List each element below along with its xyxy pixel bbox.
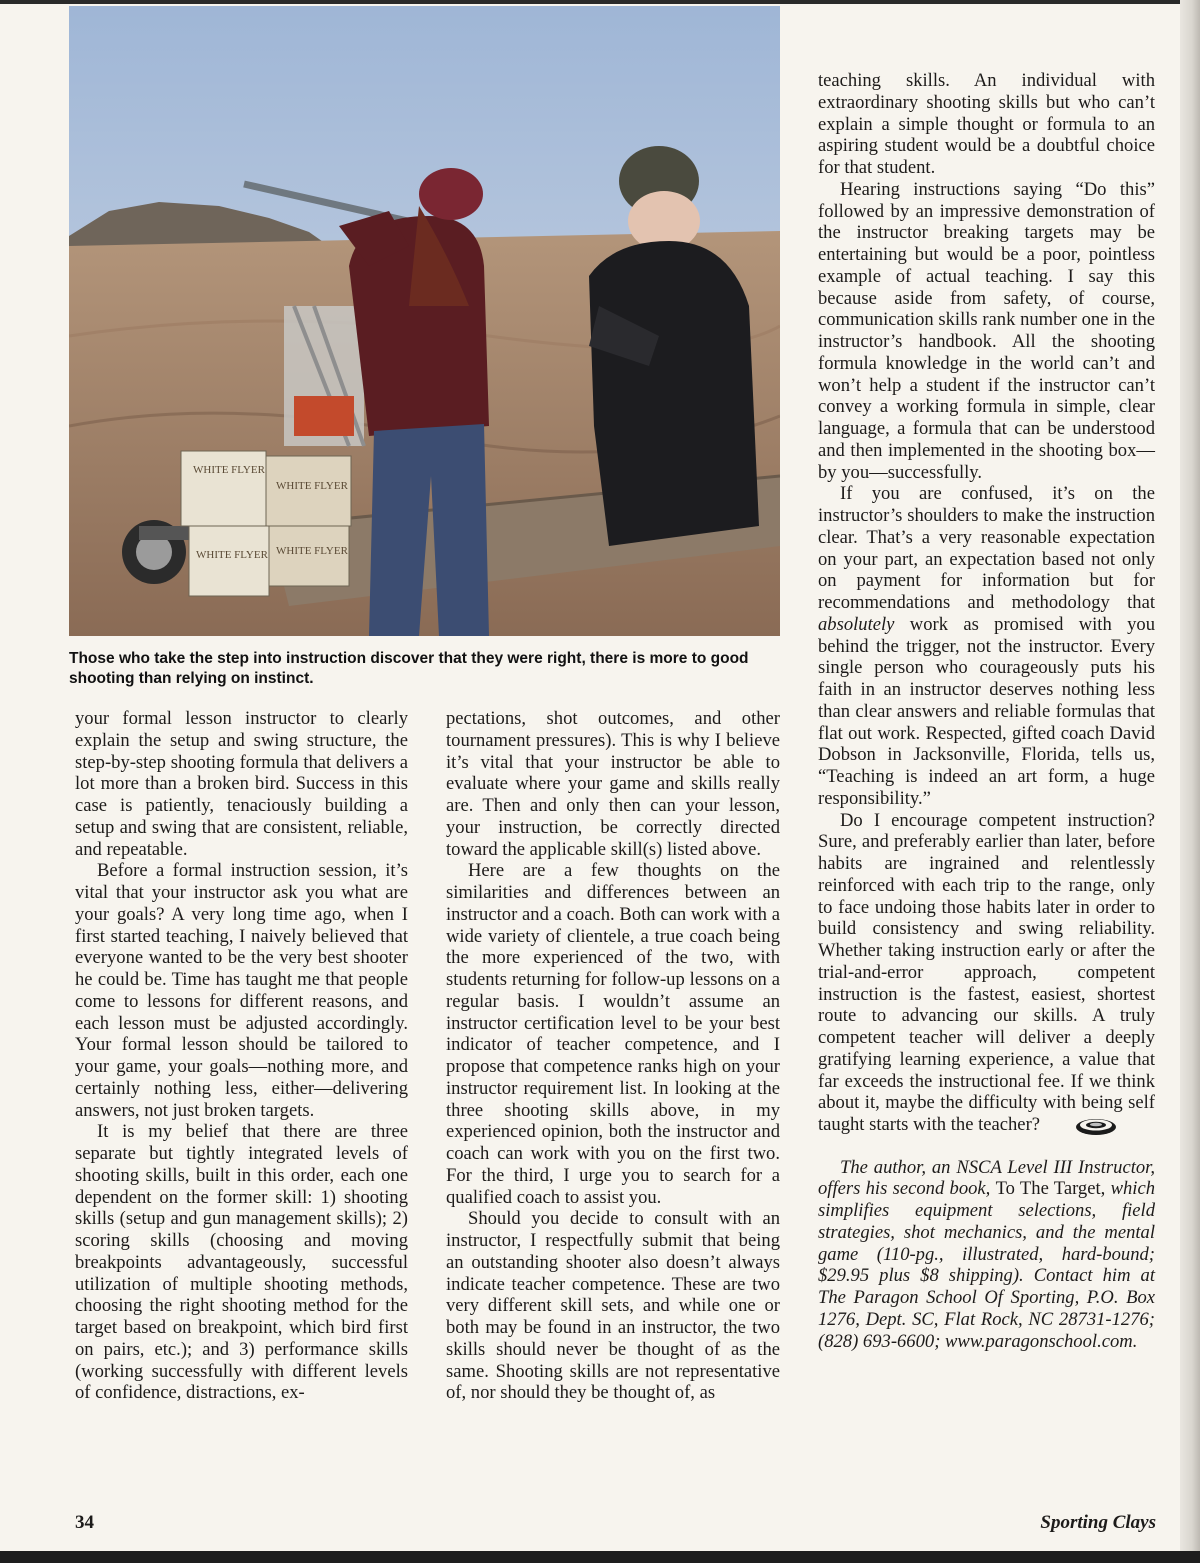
paragraph-text: If you are confused, it’s on the instructor’s shoulders to make the instruction clear. That’s a very reasonable expectation on your part, an expectation based not only on payment for information but for recommendations and methodology that: [818, 483, 1155, 613]
text-column-2: [446, 708, 780, 1404]
clay-target-icon: [1052, 1115, 1096, 1137]
target-boxes: [181, 451, 351, 596]
paragraph: It is my belief that there are three separate but tightly integrated levels of shooting skills, built in this order, each one dependent on the former skill: 1) shooting skills (setup and gun management skills); 2) scoring skills (choosing and moving breakpoints advantageously, successful utilization of multiple shooting methods, choosing the right shooting method for the target based on breakpoint, which bird first on pairs, etc.); and 3) performance skills (working successfully with different levels of confidence, distractions, ex-: [75, 1121, 408, 1404]
box-label: WHITE FLYER: [276, 545, 348, 557]
paragraph: teaching skills. An individual with extraordinary shooting skills but who can’t explain a simple thought or formula to an aspiring student would be a doubtful choice for that student.: [818, 70, 1155, 178]
text-column-3: [818, 70, 1155, 1352]
page-gutter-edge: [1180, 0, 1200, 1563]
book-title: To The Target,: [995, 1178, 1106, 1200]
box-label: WHITE FLYER: [276, 480, 348, 492]
photo-caption: Those who take the step into instruction discover that they were right, there is more to good shooting than relying on instinct.: [69, 650, 749, 687]
bio-text: The author, an NSCA Level III Instructor, offers his second book,: [818, 1156, 1155, 1200]
article-photo: [69, 6, 780, 636]
photo-illustration: [69, 6, 780, 636]
paragraph: [818, 483, 1155, 809]
paragraph: Hearing instructions saying “Do this” followed by an impressive demonstration of the instructor breaking targets may be entertaining but would be a poor, pointless example of actual teaching. I say this because aside from safety, of course, communication skills rank number one in the instructor’s handbook. All the shooting formula knowledge in the world can’t and won’t help a student if the instructor can’t convey a working formula in simple, clear language, a formula that can be understood and then implemented in the shooting box—by you—successfully.: [818, 178, 1155, 483]
paragraph-text: Do I encourage competent instruction? Sure, and preferably earlier than later, before habits are ingrained and relentlessly reinforced with each trip to the range, only to face undoing those habits later in order to build consistency and swing reliability. Whether taking instruction early or after the trial-and-error approach, competent instruction is the fastest, easiest, shortest route to advancing our skills. A truly competent teacher will deliver a deeply gratifying learning experience, a value that far exceeds the instructional fee. If we think about it, maybe the difficulty with being self taught starts with the teacher?: [818, 809, 1155, 1135]
paragraph: your formal lesson instructor to clearly explain the setup and swing structure, the step-by-step shooting formula that delivers a lot more than a broken bird. Success in this case is patiently, tenaciously building a setup and swing that are consistent, reliable, and repeatable.: [75, 708, 408, 860]
emphasis-text: absolutely: [818, 613, 895, 635]
magazine-title: Sporting Clays: [1040, 1512, 1156, 1533]
bio-text: which simplifies equipment selections, field strategies, shot mechanics, and the mental game (110-pg., illustrated, hard-bound; $29.95 plus $8 shipping). Contact him at The Paragon School Of Sporting, P.O. Box 1276, Dept. SC, Flat Rock, NC 28731-1276; (828) 693-6600; www.paragonschool.com.: [818, 1178, 1155, 1352]
page-number: 34: [75, 1512, 94, 1533]
paragraph: pectations, shot outcomes, and other tournament pressures). This is why I believe it’s vital that your instructor be able to evaluate where your game and skills really are. Then and only then can your lesson, your instruction, be correctly directed toward the applicable skill(s) listed above.: [446, 708, 780, 860]
paragraph: [818, 810, 1155, 1137]
box-label: WHITE FLYER: [193, 464, 265, 476]
bottom-rule: [0, 1551, 1200, 1563]
text-column-1: [75, 708, 408, 1404]
paragraph: Should you decide to consult with an instructor, I respectfully submit that being an outstanding shooter also doesn’t always indicate teacher competence. These are two very different skill sets, and while one or both may be found in an instructor, the two skills should never be thought of as the same. Shooting skills are not representative of, nor should they be thought of, as: [446, 1208, 780, 1404]
top-rule: [0, 0, 1200, 4]
paragraph: Before a formal instruction session, it’s vital that your instructor ask you what are your goals? A very long time ago, when I first started teaching, I naively believed that everyone wanted to be the very best shooter he could be. Time has taught me that people come to lessons for different reasons, and each lesson must be adjusted accordingly. Your formal lesson should be tailored to your game, your goals—nothing more, and certainly nothing less, either—delivering answers, not just broken targets.: [75, 860, 408, 1121]
paragraph-text: work as promised with you behind the trigger, not the instructor. Every single person who courageously puts his faith in an instructor deserves nothing less than clear answers and reliable formulas that flat out work. Respected, gifted coach David Dobson in Jacksonville, Florida, tells us, “Teaching is indeed an art form, a huge responsibility.”: [818, 613, 1155, 809]
author-bio: [818, 1157, 1155, 1353]
box-label: WHITE FLYER: [196, 549, 268, 561]
paragraph: Here are a few thoughts on the similarities and differences between an instructor and a coach. Both can work with a wide variety of clientele, a true coach being the more experienced of the two, with students returning for follow-up lessons on a regular basis. I wouldn’t assume an instructor certification level to be your best indicator of teacher competence, and I propose that competence ranks high on your instructor requirement list. In looking at the three shooting skills above, in my experienced opinion, both the instructor and coach can work with you on the first two. For the third, I urge you to search for a qualified coach to assist you.: [446, 860, 780, 1208]
